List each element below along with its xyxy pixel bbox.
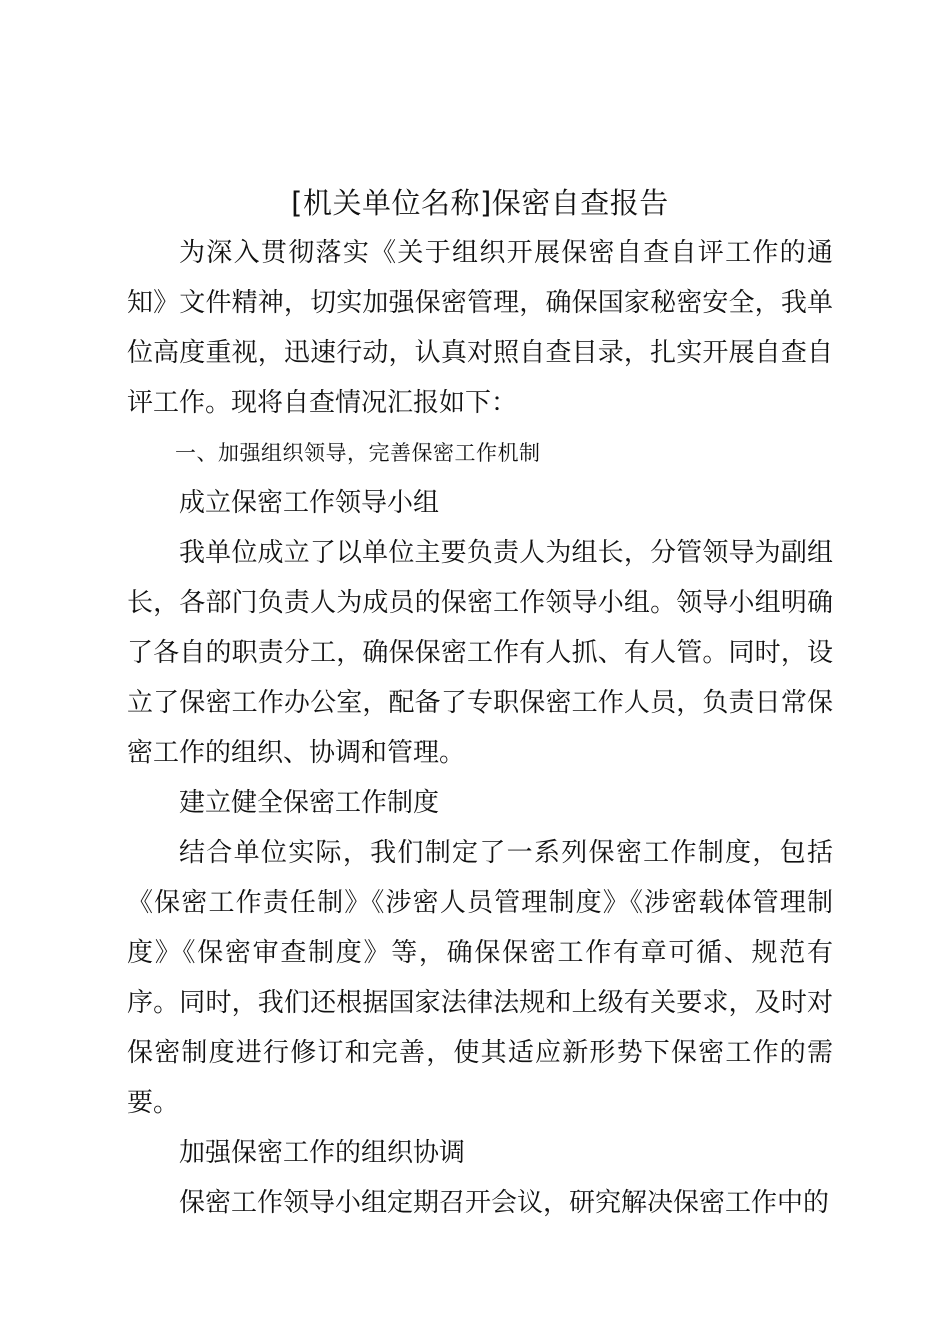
subsection-body-1: 我单位成立了以单位主要负责人为组长，分管领导为副组长，各部门负责人为成员的保密工作领导小组。领导小组明确了各自的职责分工，确保保密工作有人抓、有人管。同时，设立了保密工作办公室，配备了专职保密工作人员，负责日常保密工作的组织、协调和管理。 — [127, 538, 833, 768]
intro-paragraph: 为深入贯彻落实《关于组织开展保密自查自评工作的通知》文件精神，切实加强保密管理，确保国家秘密安全，我单位高度重视，迅速行动，认真对照自查目录，扎实开展自查自评工作。现将自查情况汇报如下： — [127, 238, 833, 418]
document-page — [127, 178, 833, 1228]
subsection-heading-1: 成立保密工作领导小组 — [179, 488, 440, 518]
subsection-heading-2: 建立健全保密工作制度 — [179, 788, 440, 818]
subsection-body-2: 结合单位实际，我们制定了一系列保密工作制度，包括《保密工作责任制》《涉密人员管理制度》《涉密载体管理制度》《保密审查制度》等，确保保密工作有章可循、规范有序。同时，我们还根据国家法律法规和上级有关要求，及时对保密制度进行修订和完善，使其适应新形势下保密工作的需要。 — [127, 838, 833, 1118]
subsection-heading-3: 加强保密工作的组织协调 — [179, 1138, 466, 1168]
section-heading-1: 一、加强组织领导，完善保密工作机制 — [175, 441, 541, 465]
document-title: [机关单位名称]保密自查报告 — [291, 186, 669, 220]
subsection-body-3: 保密工作领导小组定期召开会议，研究解决保密工作中的 — [179, 1188, 830, 1218]
